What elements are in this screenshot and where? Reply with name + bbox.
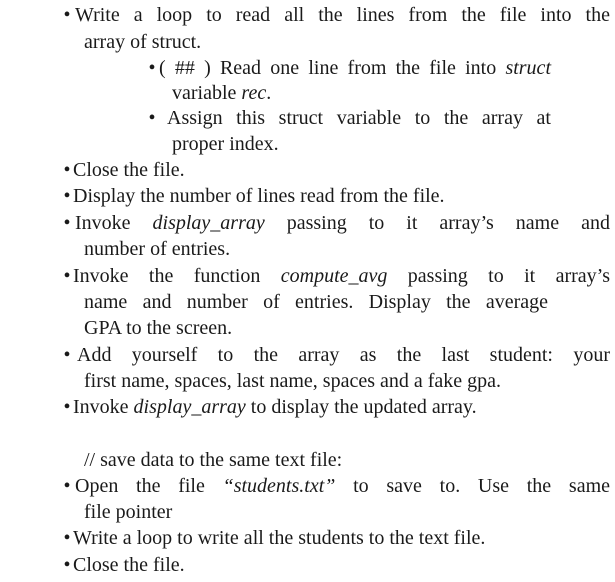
- item-text: Close the file.: [73, 159, 185, 181]
- item-text: Write a loop to read all the lines from the file into the: [75, 4, 610, 26]
- text-emphasis: display_array: [152, 212, 265, 234]
- item-text: proper index.: [172, 133, 279, 155]
- item-text: Close the file.: [73, 554, 185, 576]
- bullet-marker: •: [63, 4, 71, 26]
- item-text: Write a loop to write all the students to the text file.: [73, 527, 486, 549]
- text-segment: to display the updated array.: [245, 396, 477, 418]
- item-text: // save data to the same text file:: [84, 449, 343, 471]
- text-emphasis: struct: [505, 57, 551, 79]
- item-text: [73, 263, 610, 289]
- text-segment: ( ## ) Read one line from the file into: [159, 57, 506, 79]
- text-emphasis: “students.txt”: [222, 475, 336, 497]
- text-emphasis: compute_avg: [280, 265, 388, 287]
- text-segment: passing to it array’s name and: [264, 212, 610, 234]
- item-text: [159, 55, 551, 81]
- text-segment: Invoke: [75, 212, 153, 234]
- text-segment: .: [266, 82, 272, 104]
- item-text: Assign this struct variable to the array at: [167, 107, 551, 129]
- item-text: [73, 394, 477, 420]
- bullet-marker: •: [63, 344, 71, 366]
- item-text: file pointer: [84, 501, 173, 523]
- text-segment: Invoke the function: [73, 265, 281, 287]
- item-continuation: [172, 80, 271, 106]
- bullet-marker: •: [63, 265, 71, 287]
- bullet-marker: •: [63, 396, 71, 418]
- text-emphasis: display_array: [133, 396, 246, 418]
- bullet-marker: •: [63, 159, 71, 181]
- text-segment: variable: [172, 82, 242, 104]
- text-segment: Open the file: [75, 475, 223, 497]
- item-continuation: [84, 368, 501, 394]
- item-continuation: [84, 236, 230, 262]
- text-segment: to save to. Use the same: [335, 475, 610, 497]
- item-continuation: [172, 131, 279, 157]
- bullet-marker: •: [63, 212, 71, 234]
- item-text: [75, 473, 610, 499]
- section-comment: [84, 447, 342, 473]
- text-segment: passing to it array’s: [387, 265, 610, 287]
- text-segment: Invoke: [73, 396, 134, 418]
- bullet-marker: •: [63, 527, 71, 549]
- bullet-marker: •: [63, 185, 71, 207]
- item-text: name and number of entries. Display the average: [84, 291, 548, 313]
- item-continuation: [84, 315, 232, 341]
- item-text: Display the number of lines read from the file.: [73, 185, 445, 207]
- bullet-marker: •: [148, 57, 156, 79]
- bullet-marker: •: [148, 107, 156, 129]
- item-text: first name, spaces, last name, spaces and a fake gpa.: [84, 370, 502, 392]
- bullet-marker: •: [63, 554, 71, 576]
- item-text: number of entries.: [84, 238, 231, 260]
- item-text: Add yourself to the array as the last student: your: [77, 344, 610, 366]
- item-text: GPA to the screen.: [84, 317, 233, 339]
- text-emphasis: rec: [241, 82, 267, 104]
- item-text: array of struct.: [84, 31, 202, 53]
- item-continuation: [84, 29, 201, 55]
- bullet-marker: •: [63, 475, 71, 497]
- item-text: [75, 210, 610, 236]
- item-continuation: [84, 499, 172, 525]
